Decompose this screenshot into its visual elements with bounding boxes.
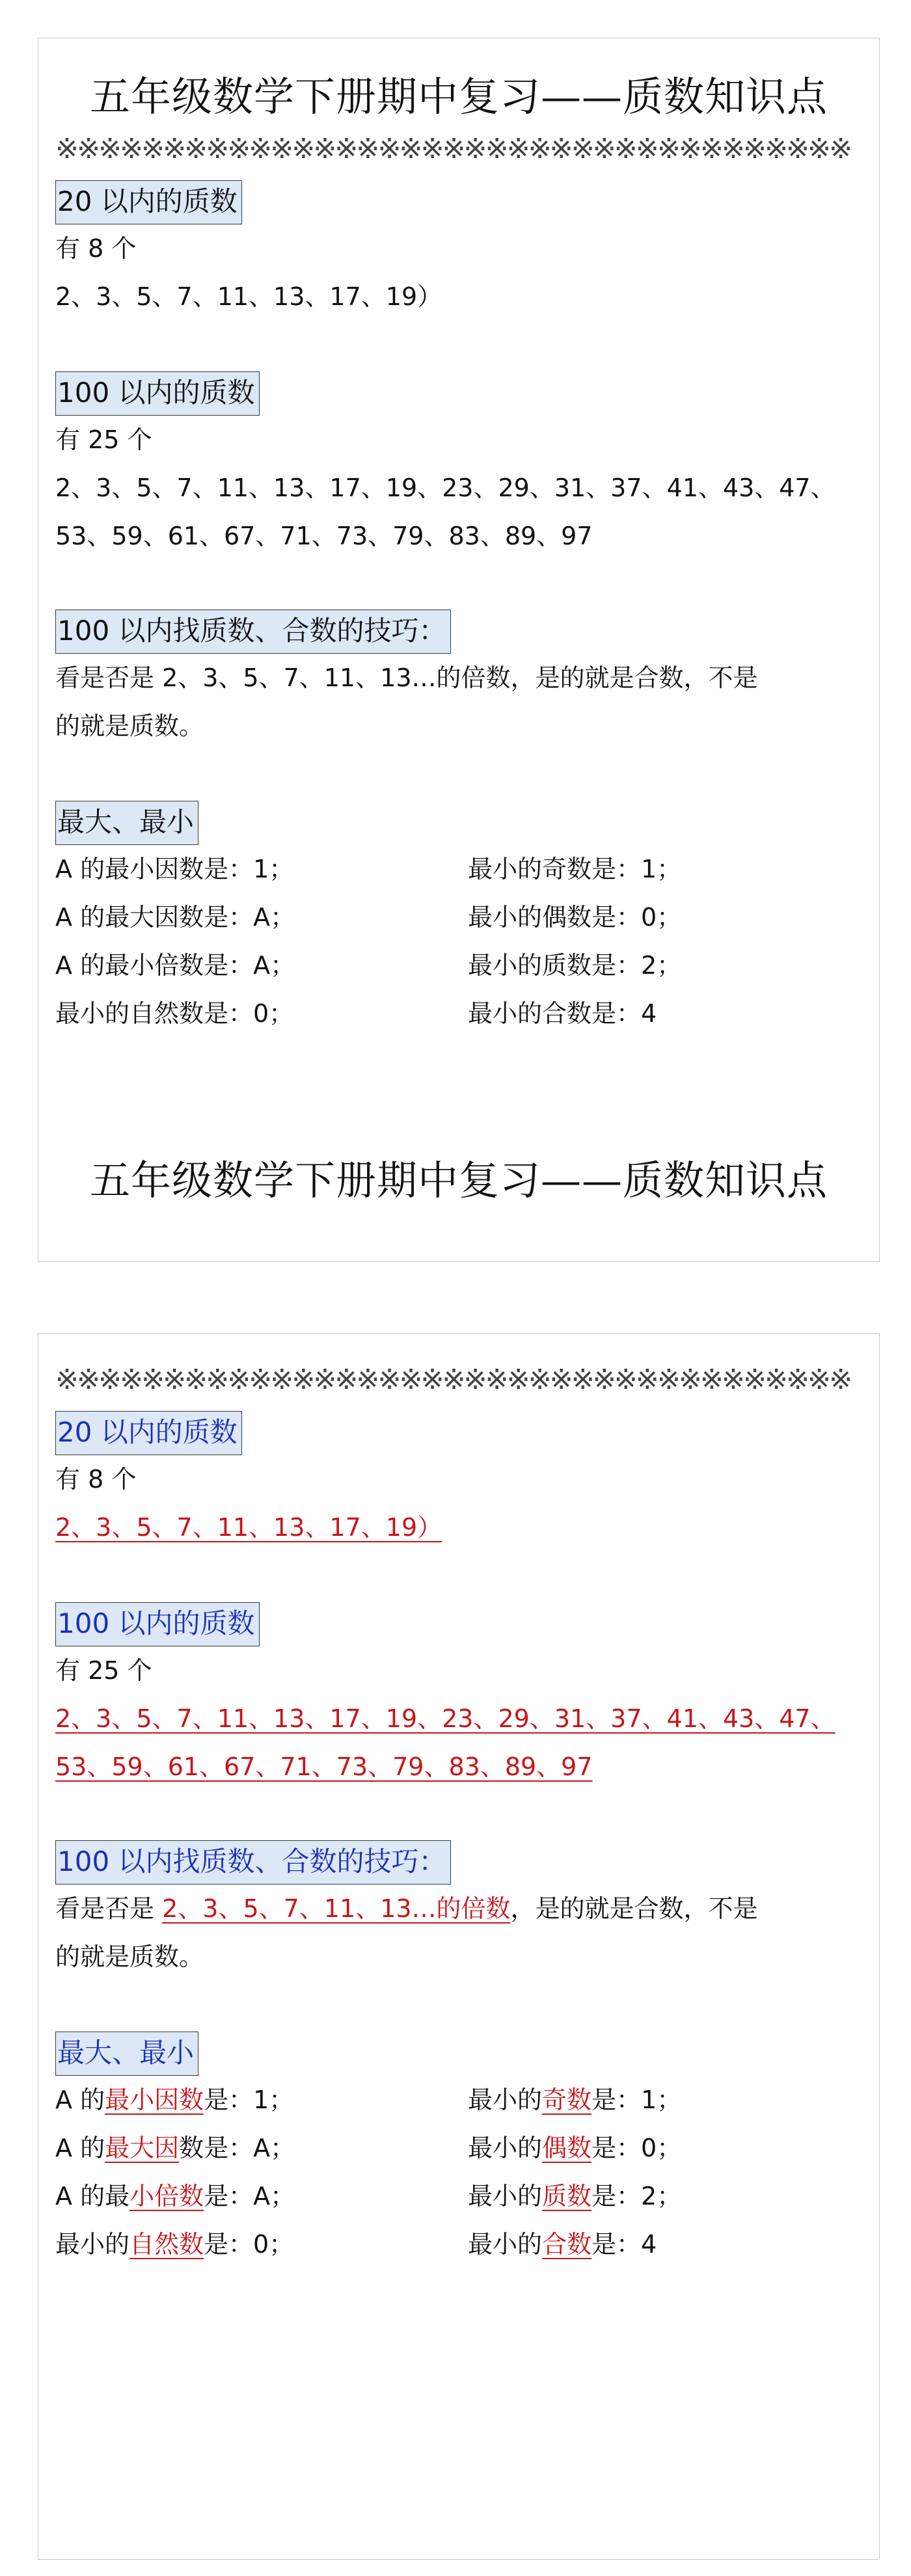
text-segment: A 的最 <box>55 2182 130 2210</box>
fact-right: 最小的偶数是：0； <box>468 903 682 932</box>
text-segment: 是：4 <box>591 2230 657 2259</box>
fact-row <box>55 2076 862 2124</box>
list-primes-under-100-line1-highlight: 2、3、5、7、11、13、17、19、23、29、31、37、41、43、47、 <box>55 1704 836 1733</box>
list-line <box>55 1695 836 1743</box>
fact-right: 最小的合数是：4 <box>468 999 657 1028</box>
text-segment: 是：1； <box>204 2086 294 2114</box>
heading-primes-under-100: 100 以内的质数 <box>55 371 260 416</box>
count-primes-under-20: 有 8 个 <box>55 1465 137 1494</box>
text-highlight: 偶数 <box>542 2134 592 2162</box>
text-highlight: 最大因 <box>105 2134 180 2162</box>
fact-row <box>55 989 862 1038</box>
text-segment: 是：0； <box>591 2134 682 2162</box>
fact-row <box>55 2172 862 2220</box>
document-page-2 <box>38 1334 880 2560</box>
fact-right <box>468 2124 681 2172</box>
list-line <box>55 1743 593 1791</box>
text-segment: ，是的就是合数，不是 <box>510 1894 758 1923</box>
list-primes-under-100-line2: 53、59、61、67、71、73、79、83、89、97 <box>55 522 593 550</box>
text-segment: A 的 <box>55 2134 105 2162</box>
fact-left <box>55 2230 293 2259</box>
list-primes-under-100-line1: 2、3、5、7、11、13、17、19、23、29、31、37、41、43、47、 <box>55 474 836 502</box>
count-primes-under-100: 有 25 个 <box>55 1656 152 1685</box>
text-segment: 是：A； <box>204 2182 295 2210</box>
fact-right: 最小的质数是：2； <box>468 951 682 980</box>
text-segment: 最小的 <box>55 2230 130 2259</box>
heading-tips: 100 以内找质数、合数的技巧： <box>55 1840 451 1885</box>
tips-line1: 看是否是 2、3、5、7、11、13…的倍数，是的就是合数，不是 <box>55 664 758 692</box>
fact-left: A 的最小倍数是：A； <box>55 951 295 980</box>
fact-right <box>468 2220 657 2268</box>
fact-left <box>55 2182 295 2210</box>
heading-primes-under-20: 20 以内的质数 <box>55 180 242 224</box>
list-line <box>55 1503 442 1551</box>
text-highlight: 合数 <box>542 2230 592 2259</box>
text-segment: 看是否是 <box>55 1894 163 1923</box>
tips-line2: 的就是质数。 <box>55 1942 204 1971</box>
text-highlight: 奇数 <box>542 2086 592 2114</box>
max-min-table <box>55 2076 862 2268</box>
text-segment: 数是：A； <box>179 2134 295 2162</box>
page-title-repeat: 五年级数学下册期中复习——质数知识点 <box>89 1157 828 1204</box>
list-primes-under-20-highlight: 2、3、5、7、11、13、17、19） <box>55 1513 442 1542</box>
max-min-table <box>55 845 862 1038</box>
count-primes-under-100: 有 25 个 <box>55 425 152 454</box>
text-segment: 最小的 <box>468 2134 543 2162</box>
fact-left: 最小的自然数是：0； <box>55 999 294 1028</box>
fact-left <box>55 2134 295 2162</box>
tips-line2: 的就是质数。 <box>55 712 204 740</box>
text-segment: 最小的 <box>468 2230 543 2259</box>
text-highlight: 最小因数 <box>105 2086 204 2114</box>
heading-tips: 100 以内找质数、合数的技巧： <box>55 610 451 654</box>
text-segment: 最小的 <box>468 2182 543 2210</box>
text-segment: 是：1； <box>591 2086 682 2114</box>
heading-primes-under-100: 100 以内的质数 <box>55 1602 260 1646</box>
count-primes-under-20: 有 8 个 <box>55 234 137 263</box>
fact-right <box>468 2172 681 2220</box>
heading-max-min: 最大、最小 <box>55 801 198 845</box>
text-highlight: 自然数 <box>129 2230 204 2259</box>
text-segment: 最小的 <box>468 2086 543 2114</box>
text-highlight: 质数 <box>542 2182 592 2210</box>
fact-row <box>55 893 862 941</box>
text-segment: 是：2； <box>591 2182 682 2210</box>
fact-row <box>55 2220 862 2268</box>
list-primes-under-20: 2、3、5、7、11、13、17、19） <box>55 282 442 311</box>
document-page-1 <box>38 38 880 1262</box>
fact-row <box>55 845 862 893</box>
heading-max-min: 最大、最小 <box>55 2032 198 2076</box>
fact-left: A 的最大因数是：A； <box>55 903 295 932</box>
fact-left: A 的最小因数是：1； <box>55 855 294 883</box>
fact-left <box>55 2086 293 2114</box>
fact-row <box>55 941 862 989</box>
page-title: 五年级数学下册期中复习——质数知识点 <box>89 73 828 120</box>
tips-line1 <box>55 1885 758 1933</box>
list-primes-under-100-line2-highlight: 53、59、61、67、71、73、79、83、89、97 <box>55 1752 593 1781</box>
fact-right <box>468 2076 681 2124</box>
fact-row <box>55 2124 862 2172</box>
decorative-divider: ※※※※※※※※※※※※※※※※※※※※※※※※※※※※※※※※※※※※※ <box>55 133 851 165</box>
text-segment: 是：0； <box>204 2230 294 2259</box>
text-highlight: 2、3、5、7、11、13…的倍数 <box>162 1894 511 1923</box>
decorative-divider: ※※※※※※※※※※※※※※※※※※※※※※※※※※※※※※※※※※※※※ <box>55 1363 851 1396</box>
text-highlight: 小倍数 <box>129 2182 204 2210</box>
fact-right: 最小的奇数是：1； <box>468 855 682 883</box>
text-segment: A 的 <box>55 2086 105 2114</box>
heading-primes-under-20: 20 以内的质数 <box>55 1411 242 1455</box>
